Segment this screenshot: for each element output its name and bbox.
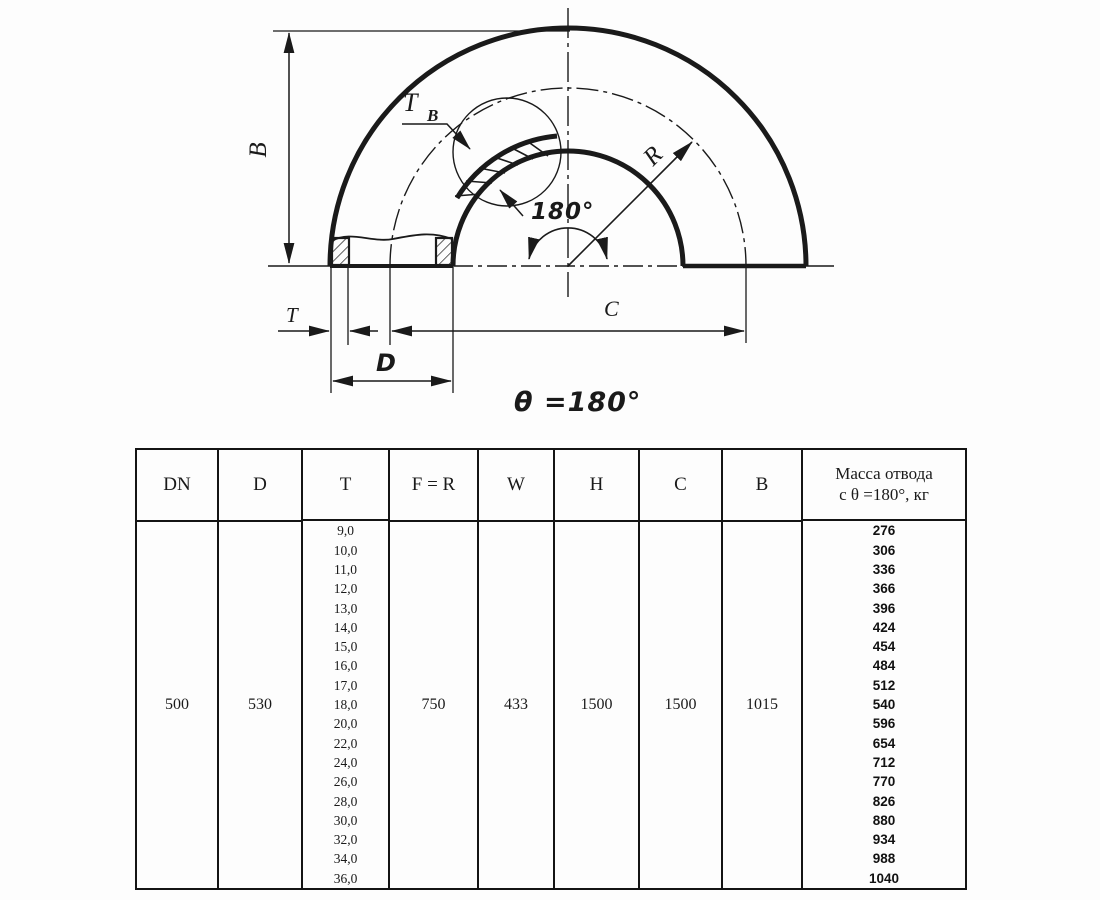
table-list-value: 276 [872,523,896,539]
column-dn [137,450,219,888]
table-list-value: 34,0 [333,851,358,867]
table-list-value: 484 [872,658,896,674]
elbow-technical-drawing [0,0,1100,440]
cell-h: 1500 [580,696,613,713]
column-header-fr: F = R [390,450,477,522]
table-list-value: 15,0 [333,639,358,655]
table-list-value: 26,0 [333,774,358,790]
cell-mass-values [803,521,965,888]
cell-t-values [303,521,388,888]
table-list-value: 880 [872,812,896,828]
wall-thickness-label: T [403,88,418,117]
table-list-value: 396 [872,600,896,616]
table-list-value: 11,0 [333,561,358,577]
column-header-t: T [303,450,388,521]
cell-w: 433 [504,696,528,713]
column-header-w: W [479,450,553,522]
table-list-value: 1040 [868,870,900,886]
table-list-value: 654 [872,735,896,751]
table-list-value: 28,0 [333,793,358,809]
column-d [219,450,303,888]
column-header-dn: DN [137,450,217,522]
wall-hatch-lines [455,141,548,196]
column-b [723,450,803,888]
table-list-value: 540 [872,697,896,713]
thickness-label: T [286,303,298,327]
cell-dn: 500 [165,696,189,713]
table-list-value: 10,0 [333,542,358,558]
cell-d: 530 [248,696,272,713]
cell-c: 1500 [664,696,697,713]
table-list-value: 454 [872,639,896,655]
cell-b: 1015 [746,696,778,713]
table-list-value: 18,0 [333,697,358,713]
table-list-value: 770 [872,774,896,790]
left-wall-section-inner [436,238,452,265]
column-t [303,450,390,888]
column-w [479,450,555,888]
tb-pointer-arrow [500,190,523,216]
table-list-value: 366 [872,581,896,597]
table-list-value: 13,0 [333,600,358,616]
left-wall-section-outer [332,238,349,265]
table-list-value: 934 [872,832,896,848]
bend-angle-label: 180° [531,199,595,225]
wall-thickness-subscript: B [427,106,439,125]
radius-label: R [638,141,669,172]
table-list-value: 32,0 [333,832,358,848]
table-list-value: 30,0 [333,812,358,828]
cell-fr: 750 [421,696,446,713]
center-distance-label: C [604,296,619,321]
table-list-value: 596 [872,716,896,732]
table-list-value: 512 [872,677,896,693]
table-list-value: 20,0 [333,716,358,732]
table-list-value: 424 [872,619,896,635]
column-h [555,450,640,888]
height-label: B [245,142,272,158]
column-header-b: B [723,450,801,522]
column-header-d: D [219,450,301,522]
column-header-mass [803,450,965,521]
table-list-value: 12,0 [333,581,358,597]
table-list-value: 22,0 [333,735,358,751]
column-mass [803,450,965,888]
table-list-value: 17,0 [333,677,358,693]
mass-header-line2: с θ =180°, кг [839,484,929,504]
table-list-value: 826 [872,793,896,809]
tb-leader-line [402,124,470,149]
table-list-value: 16,0 [333,658,358,674]
table-list-value: 306 [872,542,896,558]
theta-caption: θ =180° [514,387,642,418]
table-list-value: 336 [872,561,896,577]
diameter-label: D [376,349,396,377]
column-fr [390,450,479,888]
dimensions-table [135,448,967,890]
table-list-value: 9,0 [337,523,354,539]
mass-header-line1: Масса отвода [835,463,933,483]
table-list-value: 36,0 [333,870,358,886]
table-list-value: 24,0 [333,754,358,770]
column-c [640,450,723,888]
table-list-value: 988 [872,851,896,867]
column-header-c: C [640,450,721,522]
table-list-value: 14,0 [333,619,358,635]
column-header-h: H [555,450,638,522]
table-list-value: 712 [872,754,896,770]
